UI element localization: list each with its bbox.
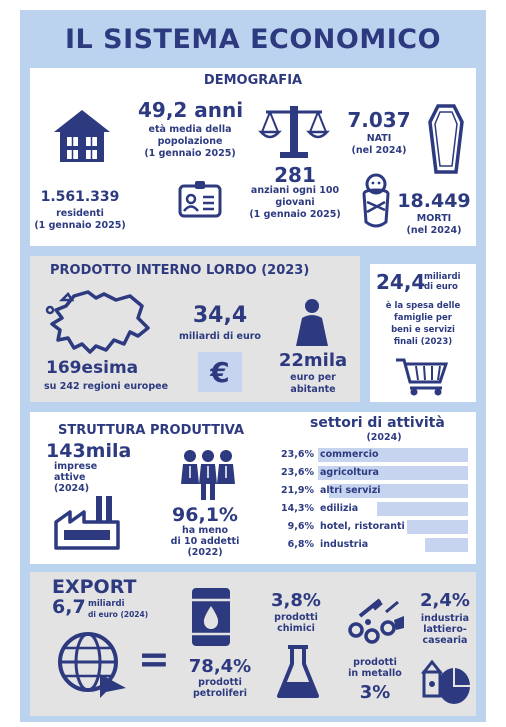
nati-value: 7.037 — [347, 108, 411, 132]
nati-date: (nel 2024) — [351, 145, 407, 156]
imprese-value: 143mila — [46, 440, 132, 462]
europe-map-icon — [44, 288, 154, 358]
metallo-label-2: in metallo — [348, 668, 402, 679]
pil-total-label: miliardi di euro — [179, 331, 261, 342]
sector-category-label: commercio — [320, 449, 379, 460]
petroliferi-value: 78,4% — [188, 656, 252, 677]
spesa-value: 24,4 — [376, 270, 426, 294]
spesa-label-3: beni e servizi — [391, 325, 455, 335]
factory-icon — [52, 492, 122, 550]
addetti-label-1: ha meno — [181, 525, 229, 536]
lattiero-label-1: industria — [420, 613, 470, 624]
sector-bar — [377, 502, 468, 516]
sector-bar — [425, 538, 468, 552]
chimici-label-2: chimici — [277, 623, 315, 634]
residenti-label: residenti — [56, 208, 104, 219]
sector-category-label: edilizia — [320, 503, 359, 514]
baby-icon — [360, 172, 392, 230]
export-panel — [30, 572, 476, 716]
metal-products-icon — [346, 598, 406, 646]
chimici-label-1: prodotti — [274, 612, 318, 623]
settori-heading: settori di attività — [310, 415, 445, 431]
spesa-unit-2: di euro — [424, 282, 458, 292]
workers-icon — [180, 448, 236, 502]
pil-total-value: 34,4 — [192, 303, 248, 328]
shopping-cart-icon — [394, 356, 450, 396]
spesa-label-2: famiglie per — [394, 313, 452, 323]
pil-rank-label: su 242 regioni europee — [44, 381, 169, 392]
per-capita-label-2: abitante — [290, 384, 336, 395]
sector-value-label: 9,6% — [287, 521, 314, 532]
demografia-panel — [30, 68, 476, 246]
residenti-date: (1 gennaio 2025) — [34, 220, 126, 231]
export-unit-2: di euro (2024) — [88, 610, 149, 619]
anziani-value: 281 — [274, 163, 316, 187]
sectors-bar-chart — [266, 448, 470, 556]
spesa-label-4: finali (2023) — [393, 337, 453, 347]
person-icon — [292, 298, 332, 348]
struttura-heading: STRUTTURA PRODUTTIVA — [58, 423, 245, 438]
struttura-panel — [30, 412, 476, 564]
anziani-label-2: giovani — [275, 197, 315, 208]
pil-rank-value: 169esima — [46, 358, 139, 378]
export-value: 6,7 — [52, 596, 86, 618]
anziani-label-1: anziani ogni 100 — [250, 185, 340, 196]
eta-media-date: (1 gennaio 2025) — [144, 148, 236, 159]
infographic-frame — [20, 10, 486, 722]
addetti-value: 96,1% — [172, 504, 238, 526]
imprese-date: (2024) — [54, 483, 90, 494]
addetti-label-2: di 10 addetti — [170, 536, 240, 547]
sector-value-label: 23,6% — [281, 449, 314, 460]
morti-label: MORTI — [416, 213, 452, 224]
petroliferi-label-1: prodotti — [198, 677, 242, 688]
id-card-icon — [178, 180, 222, 218]
oil-barrel-icon — [190, 586, 232, 648]
demografia-heading: DEMOGRAFIA — [203, 73, 303, 88]
eta-media-label-2: popolazione — [157, 136, 223, 147]
addetti-date: (2022) — [187, 547, 223, 558]
per-capita-value: 22mila — [278, 350, 348, 371]
morti-date: (nel 2024) — [406, 225, 462, 236]
eta-media-label-1: età media della — [148, 124, 232, 135]
spesa-unit-1: miliardi — [424, 272, 461, 282]
sector-value-label: 6,8% — [287, 539, 314, 550]
export-heading: EXPORT — [52, 576, 137, 598]
petroliferi-label-2: petroliferi — [192, 688, 248, 699]
scales-icon — [260, 102, 328, 160]
sector-category-label: hotel, ristoranti — [320, 521, 405, 532]
sector-value-label: 21,9% — [281, 485, 314, 496]
equals-sign: = — [138, 637, 170, 681]
imprese-label-2: attive — [54, 472, 86, 483]
pil-panel — [30, 256, 360, 402]
coffin-icon — [428, 104, 464, 174]
metallo-value: 3% — [359, 682, 391, 703]
house-icon — [52, 108, 112, 162]
sector-category-label: altri servizi — [320, 485, 381, 496]
sector-value-label: 14,3% — [281, 503, 314, 514]
euro-icon: € — [198, 352, 242, 392]
lattiero-label-2: lattiero- — [423, 624, 467, 635]
export-unit-1: miliardi — [88, 599, 125, 609]
metallo-label-1: prodotti — [353, 657, 397, 668]
spesa-label-1: è la spesa delle — [385, 301, 461, 311]
pil-heading: PRODOTTO INTERNO LORDO (2023) — [50, 263, 310, 278]
flask-icon — [276, 644, 320, 700]
residenti-value: 1.561.339 — [40, 189, 120, 205]
sector-value-label: 23,6% — [281, 467, 314, 478]
morti-value: 18.449 — [397, 190, 471, 212]
sector-category-label: agricoltura — [320, 467, 379, 478]
nati-label: NATI — [366, 133, 392, 144]
spesa-panel — [370, 264, 476, 402]
settori-year: (2024) — [366, 432, 402, 443]
anziani-date: (1 gennaio 2025) — [249, 209, 341, 220]
lattiero-label-3: casearia — [422, 635, 468, 646]
sector-bar — [407, 520, 468, 534]
lattiero-value: 2,4% — [420, 590, 470, 611]
page-title: IL SISTEMA ECONOMICO — [64, 24, 442, 55]
per-capita-label-1: euro per — [290, 372, 336, 383]
chimici-value: 3,8% — [271, 590, 321, 611]
cheese-milk-icon — [420, 656, 472, 706]
imprese-label-1: imprese — [54, 461, 98, 472]
sector-category-label: industria — [320, 539, 369, 550]
globe-icon — [56, 630, 128, 698]
eta-media-value: 49,2 anni — [138, 98, 244, 122]
